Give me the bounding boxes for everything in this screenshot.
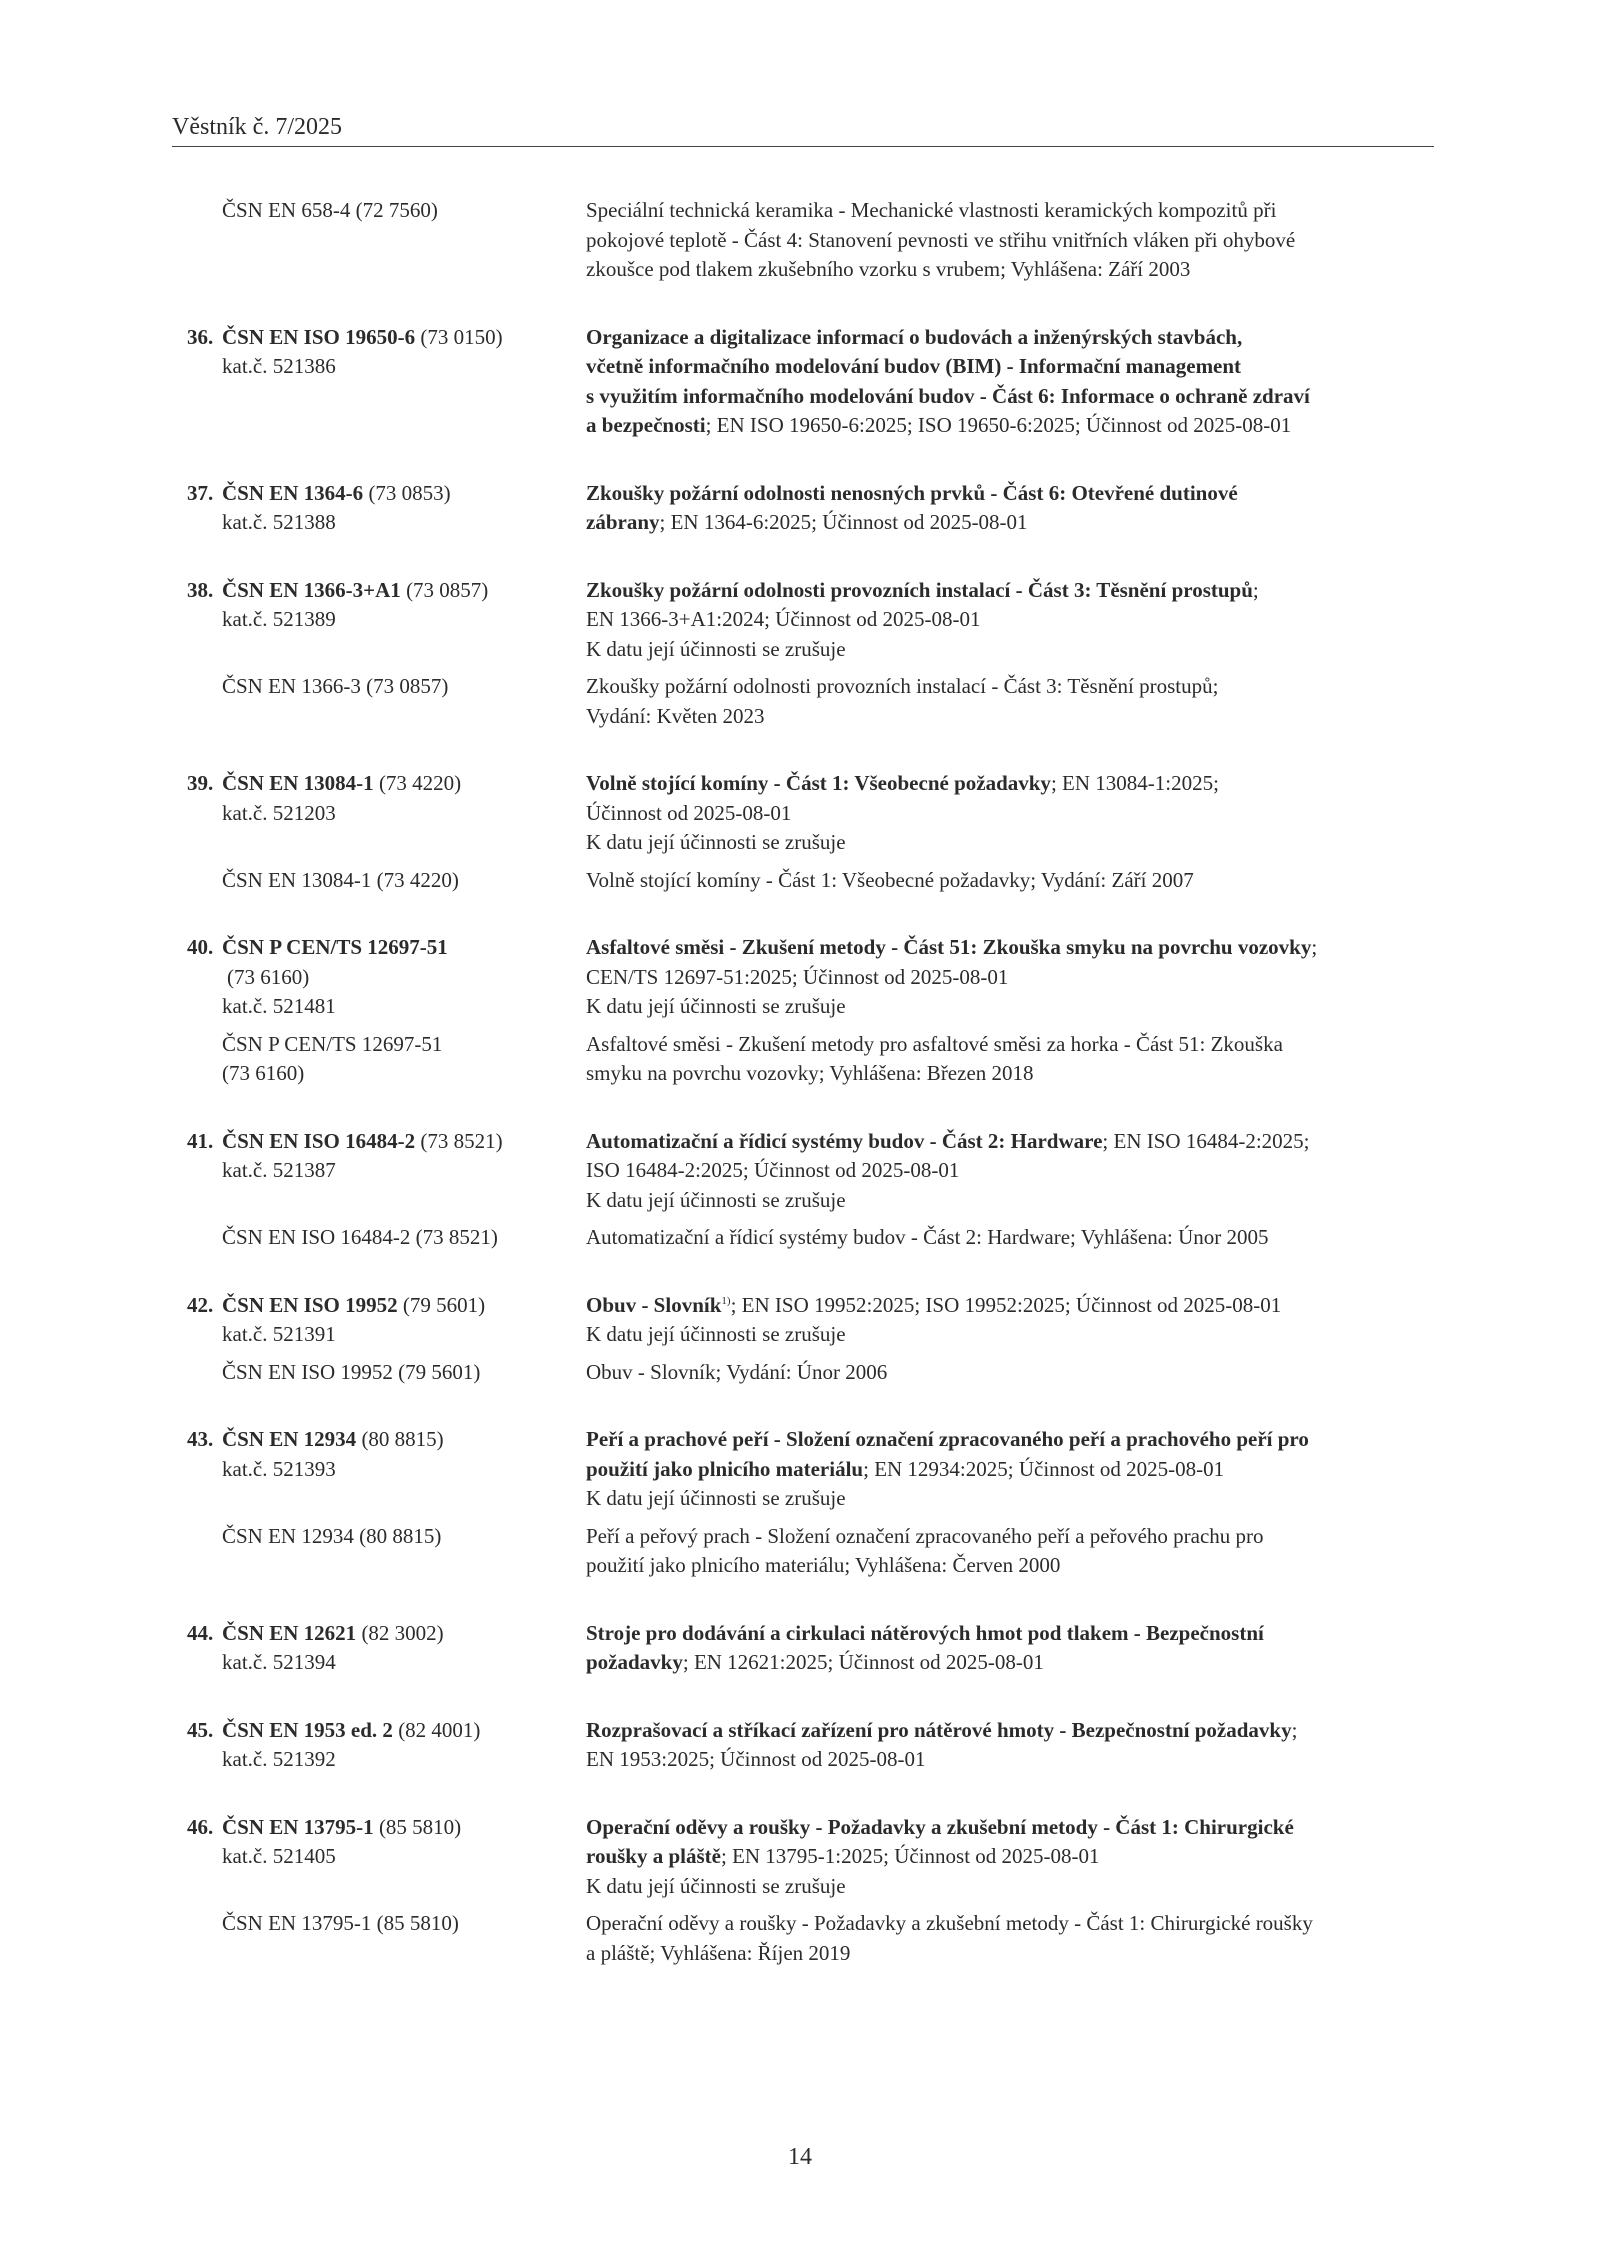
entry-row [172,1619,1442,1678]
text-rest: ; EN 1364-6:2025; Účinnost od 2025-08-01 [659,510,1028,534]
entry-right [586,1716,1442,1775]
replaced-csn: ČSN P CEN/TS 12697-51 [222,1031,443,1056]
entry-left [172,576,586,665]
entry-number: 38. [187,577,214,602]
replaced-csn: (73 6160) [222,1061,305,1085]
standard-entry [172,576,1442,732]
csn-designation [222,1291,586,1321]
text-line: a pláště; Vyhlášena: Říjen 2019 [586,1940,851,1965]
text-line: použití jako plnicího materiálu; Vyhlášena: Červen 2000 [586,1553,1061,1577]
title-bold: Peří a prachové peří - Složení označení zpracovaného peří a prachového peří pro [586,1427,1309,1451]
text-rest: ; EN ISO 19650-6:2025; ISO 19650-6:2025; Účinnost od 2025-08-01 [705,413,1292,437]
entry-number: 42. [187,1292,214,1317]
catalog-number: kat.č. 521392 [222,1747,336,1771]
standard-entry [172,769,1442,895]
entry-left [172,1291,586,1350]
replaced-standard [172,866,1442,896]
text-line: Obuv - Slovník; Vydání: Únor 2006 [586,1359,888,1384]
catalog-number: kat.č. 521481 [222,994,336,1018]
catalog-number: kat.č. 521388 [222,510,336,534]
csn-class-code: (80 8815) [356,1427,444,1451]
text-rest: ; EN 13795-1:2025; Účinnost od 2025-08-01 [720,1844,1100,1868]
title-bold: Volně stojící komíny - Část 1: Všeobecné požadavky [586,771,1051,795]
replaced-standard [172,1030,1442,1089]
entry-left [172,1909,586,1968]
replaced-csn: ČSN EN ISO 19952 (79 5601) [222,1359,481,1384]
text-line [586,323,1442,353]
entry-number: 41. [187,1128,214,1153]
entry-left [172,196,586,285]
csn-designation [222,1619,586,1649]
csn-class-code: (85 5810) [373,1814,462,1839]
text-line [586,382,1442,412]
standard-entry [172,1813,1442,1969]
entry-right [586,479,1442,538]
entry-row [172,1127,1442,1216]
entry-left [172,769,586,858]
text-line: Asfaltové směsi - Zkušení metody pro asfaltové směsi za horka - Část 51: Zkouška [586,1031,1283,1056]
page-header [172,112,1434,147]
standard-entry [172,323,1442,441]
text-line [586,992,1442,1022]
text-rest: ; [1291,1717,1298,1742]
text-rest: ; [1252,577,1259,602]
csn-class-code: (73 4220) [373,771,462,795]
entry-number: 40. [187,935,214,959]
catalog-number: kat.č. 521386 [222,354,336,378]
text-line [586,479,1442,509]
text-line: Automatizační a řídicí systémy budov - Část 2: Hardware; Vyhlášena: Únor 2005 [586,1225,1269,1249]
text-line [586,1745,1442,1775]
entry-row [172,479,1442,538]
text-line [586,1842,1442,1872]
text-line [586,1291,1442,1321]
catalog-number: kat.č. 521203 [222,800,336,825]
entry-left [172,672,586,731]
continuation-entry [172,196,1442,285]
text-rest: ; [1311,935,1318,959]
text-line [586,1455,1442,1485]
title-bold: roušky a pláště [586,1844,721,1868]
csn-number: ČSN P CEN/TS 12697-51 [222,935,448,959]
csn-number: ČSN EN 1364-6 [222,480,364,505]
text-line [586,828,1442,858]
csn-class-code: (82 3002) [356,1620,444,1645]
csn-designation [222,769,586,799]
text-line [586,1619,1442,1649]
entry-row [172,1425,1442,1514]
entry-right [586,1813,1442,1902]
title-bold: použití jako plnicího materiálu [586,1456,864,1481]
csn-designation [222,323,586,353]
text-rest: K datu její účinnosti se zrušuje [586,994,846,1018]
text-line [586,799,1442,829]
entry-left [172,1127,586,1216]
text-line [586,963,1442,993]
standards-list [172,196,1442,2006]
text-line [586,352,1442,382]
entry-number: 36. [187,324,214,349]
entry-left [172,1030,586,1089]
footnote-mark: 1) [721,1294,731,1307]
entry-right [586,769,1442,858]
entry-right [586,1291,1442,1350]
text-line [586,605,1442,635]
csn-designation [222,1813,586,1843]
text-rest: K datu její účinnosti se zrušuje [586,830,846,854]
entry-right [586,1223,1442,1253]
entry-row [172,576,1442,665]
title-bold: včetně informačního modelování budov (BIM) - Informační management [586,354,1242,378]
csn-designation [222,1716,586,1746]
entry-number: 37. [187,480,214,505]
text-line [586,508,1442,538]
csn-class-code: (73 0857) [400,577,489,602]
text-rest: K datu její účinnosti se zrušuje [586,1873,846,1898]
replaced-csn: ČSN EN 1366-3 (73 0857) [222,674,449,698]
entry-right [586,1522,1442,1581]
standard-entry [172,1716,1442,1775]
entry-right [586,1909,1442,1968]
entry-right [586,1619,1442,1678]
text-line [586,411,1442,441]
replaced-standard [172,1909,1442,1968]
entry-number: 45. [187,1717,214,1742]
csn-class-code: (79 5601) [397,1292,486,1317]
entry-left [172,1522,586,1581]
entry-left [172,1358,586,1388]
csn-number: ČSN EN ISO 16484-2 [222,1128,416,1153]
entries-container [172,323,1442,1969]
entry-row [172,933,1442,1022]
entry-left [172,323,586,441]
csn-number: ČSN EN ISO 19952 [222,1292,398,1317]
entry-right [586,1425,1442,1514]
bulletin-title: Věstník č. 7/2025 [172,114,342,140]
entry-left [172,479,586,538]
standard-entry [172,1619,1442,1678]
text-line [586,576,1442,606]
standard-entry [172,1425,1442,1581]
standard-entry [172,1127,1442,1253]
csn-number: ČSN EN 12621 [222,1620,357,1645]
text-rest: EN 1953:2025; Účinnost od 2025-08-01 [586,1747,926,1771]
text-line: Speciální technická keramika - Mechanické vlastnosti keramických kompozitů při [586,198,1277,222]
text-line: Peří a peřový prach - Složení označení zpracovaného peří a peřového prachu pro [586,1523,1264,1548]
csn-number: ČSN EN 13795-1 [222,1814,374,1839]
text-line [586,769,1442,799]
text-line [586,635,1442,665]
csn-number: ČSN EN ISO 19650-6 [222,324,416,349]
catalog-number: kat.č. 521394 [222,1650,336,1674]
title-bold: Operační oděvy a roušky - Požadavky a zkušební metody - Část 1: Chirurgické [586,1814,1294,1839]
title-bold: Zkoušky požární odolnosti nenosných prvků - Část 6: Otevřené dutinové [586,480,1238,505]
text-rest: ; EN 12934:2025; Účinnost od 2025-08-01 [863,1456,1225,1481]
entry-number: 46. [187,1814,214,1839]
csn-class-code: (73 6160) [227,964,310,989]
catalog-number: kat.č. 521387 [222,1158,336,1182]
text-line [586,1425,1442,1455]
page-number: 14 [788,2144,812,2170]
title-bold: Organizace a digitalizace informací o budovách a inženýrských stavbách, [586,324,1243,349]
catalog-number: kat.č. 521391 [222,1322,336,1346]
entry-left [172,1223,586,1253]
text-rest: K datu její účinnosti se zrušuje [586,1322,846,1346]
catalog-number: kat.č. 521389 [222,607,336,631]
text-line: Operační oděvy a roušky - Požadavky a zkušební metody - Část 1: Chirurgické roušky [586,1911,1313,1935]
csn-number: ČSN EN 13084-1 [222,771,374,795]
entry-number: 43. [187,1427,214,1451]
replaced-csn: ČSN EN 13084-1 (73 4220) [222,867,459,892]
catalog-number: kat.č. 521393 [222,1456,336,1481]
entry-left [172,933,586,1022]
entry-left [172,1619,586,1678]
entry-row [172,1813,1442,1902]
text-rest: ; EN 13084-1:2025; [1050,771,1219,795]
text-line [586,1127,1442,1157]
csn-class-code: (73 0853) [363,480,451,505]
text-rest: CEN/TS 12697-51:2025; Účinnost od 2025-08-01 [586,964,1009,989]
text-line [586,1484,1442,1514]
text-line [586,1156,1442,1186]
entry-left [172,1813,586,1902]
text-rest: K datu její účinnosti se zrušuje [586,1187,846,1212]
text-rest: ; EN ISO 19952:2025; ISO 19952:2025; Účinnost od 2025-08-01 [730,1292,1282,1317]
text-line [586,1186,1442,1216]
entry-right [586,866,1442,896]
entry-right [586,196,1442,285]
text-rest: ; EN ISO 16484-2:2025; [1102,1128,1310,1153]
text-line: Zkoušky požární odolnosti provozních instalací - Část 3: Těsnění prostupů; [586,674,1219,698]
entry-right [586,933,1442,1022]
text-line: pokojové teplotě - Část 4: Stanovení pevnosti ve střihu vnitřních vláken při ohybové [586,227,1296,252]
csn-designation [222,1127,586,1157]
entry-right [586,1127,1442,1216]
standard-entry [172,1291,1442,1388]
text-rest: EN 1366-3+A1:2024; Účinnost od 2025-08-01 [586,607,981,631]
text-line [586,1320,1442,1350]
replaced-standard [172,1522,1442,1581]
entry-row [172,1291,1442,1350]
replaced-standard [172,1358,1442,1388]
entry-row [172,769,1442,858]
text-line: Vydání: Květen 2023 [586,703,765,728]
csn-designation [222,933,586,963]
title-bold: Zkoušky požární odolnosti provozních instalací - Část 3: Těsnění prostupů [586,577,1253,602]
title-bold: zábrany [586,510,660,534]
replaced-csn: ČSN EN 12934 (80 8815) [222,1523,442,1548]
replaced-csn: ČSN EN ISO 16484-2 (73 8521) [222,1225,498,1249]
standard-entry [172,479,1442,538]
replaced-csn: ČSN EN 13795-1 (85 5810) [222,1911,459,1935]
text-line: Volně stojící komíny - Část 1: Všeobecné požadavky; Vydání: Září 2007 [586,867,1194,892]
title-bold: Automatizační a řídicí systémy budov - Část 2: Hardware [586,1128,1103,1153]
entry-number: 39. [187,771,214,795]
replaced-standard [172,672,1442,731]
csn-number: ČSN EN 1953 ed. 2 [222,1717,393,1742]
text-rest: ; EN 12621:2025; Účinnost od 2025-08-01 [682,1650,1044,1674]
text-line [586,1872,1442,1902]
csn-designation [222,479,586,509]
text-rest: K datu její účinnosti se zrušuje [586,636,846,661]
entry-right [586,1358,1442,1388]
entry-row [172,1716,1442,1775]
csn-class-code: (73 0150) [415,324,503,349]
catalog-number: kat.č. 521405 [222,1844,336,1868]
csn-class-code: (73 8521) [415,1128,503,1153]
title-bold: Obuv - Slovník [586,1292,722,1317]
entry-row [172,323,1442,441]
text-line [586,1648,1442,1678]
text-line [586,933,1442,963]
csn-number: ČSN EN 12934 [222,1427,357,1451]
text-line: zkoušce pod tlakem zkušebního vzorku s vrubem; Vyhlášena: Září 2003 [586,257,1191,281]
csn-designation [222,576,586,606]
title-bold: Asfaltové směsi - Zkušení metody - Část 51: Zkouška smyku na povrchu vozovky [586,935,1312,959]
entry-right [586,323,1442,441]
entry-left [172,866,586,896]
title-bold: Rozprašovací a stříkací zařízení pro nátěrové hmoty - Bezpečnostní požadavky [586,1717,1292,1742]
entry-left [172,1716,586,1775]
entry-right [586,672,1442,731]
entry-left [172,1425,586,1514]
text-rest: K datu její účinnosti se zrušuje [586,1486,846,1510]
csn-class-code: (82 4001) [392,1717,481,1742]
text-rest: Účinnost od 2025-08-01 [586,800,792,825]
text-line: smyku na povrchu vozovky; Vyhlášena: Březen 2018 [586,1061,1034,1085]
title-bold: s využitím informačního modelování budov - Část 6: Informace o ochraně zdraví [586,383,1310,408]
text-rest: ISO 16484-2:2025; Účinnost od 2025-08-01 [586,1158,960,1182]
text-line [586,1716,1442,1746]
csn-number: ČSN EN 1366-3+A1 [222,577,401,602]
entry-right [586,576,1442,665]
text-line [586,1813,1442,1843]
entry-number: 44. [187,1620,214,1645]
title-bold: požadavky [586,1650,683,1674]
replaced-standard [172,1223,1442,1253]
entry-right [586,1030,1442,1089]
csn-designation [222,1425,586,1455]
title-bold: Stroje pro dodávání a cirkulaci nátěrových hmot pod tlakem - Bezpečnostní [586,1620,1264,1645]
standard-entry [172,933,1442,1089]
replaced-csn: ČSN EN 658-4 (72 7560) [222,198,438,222]
title-bold: a bezpečnosti [586,413,706,437]
